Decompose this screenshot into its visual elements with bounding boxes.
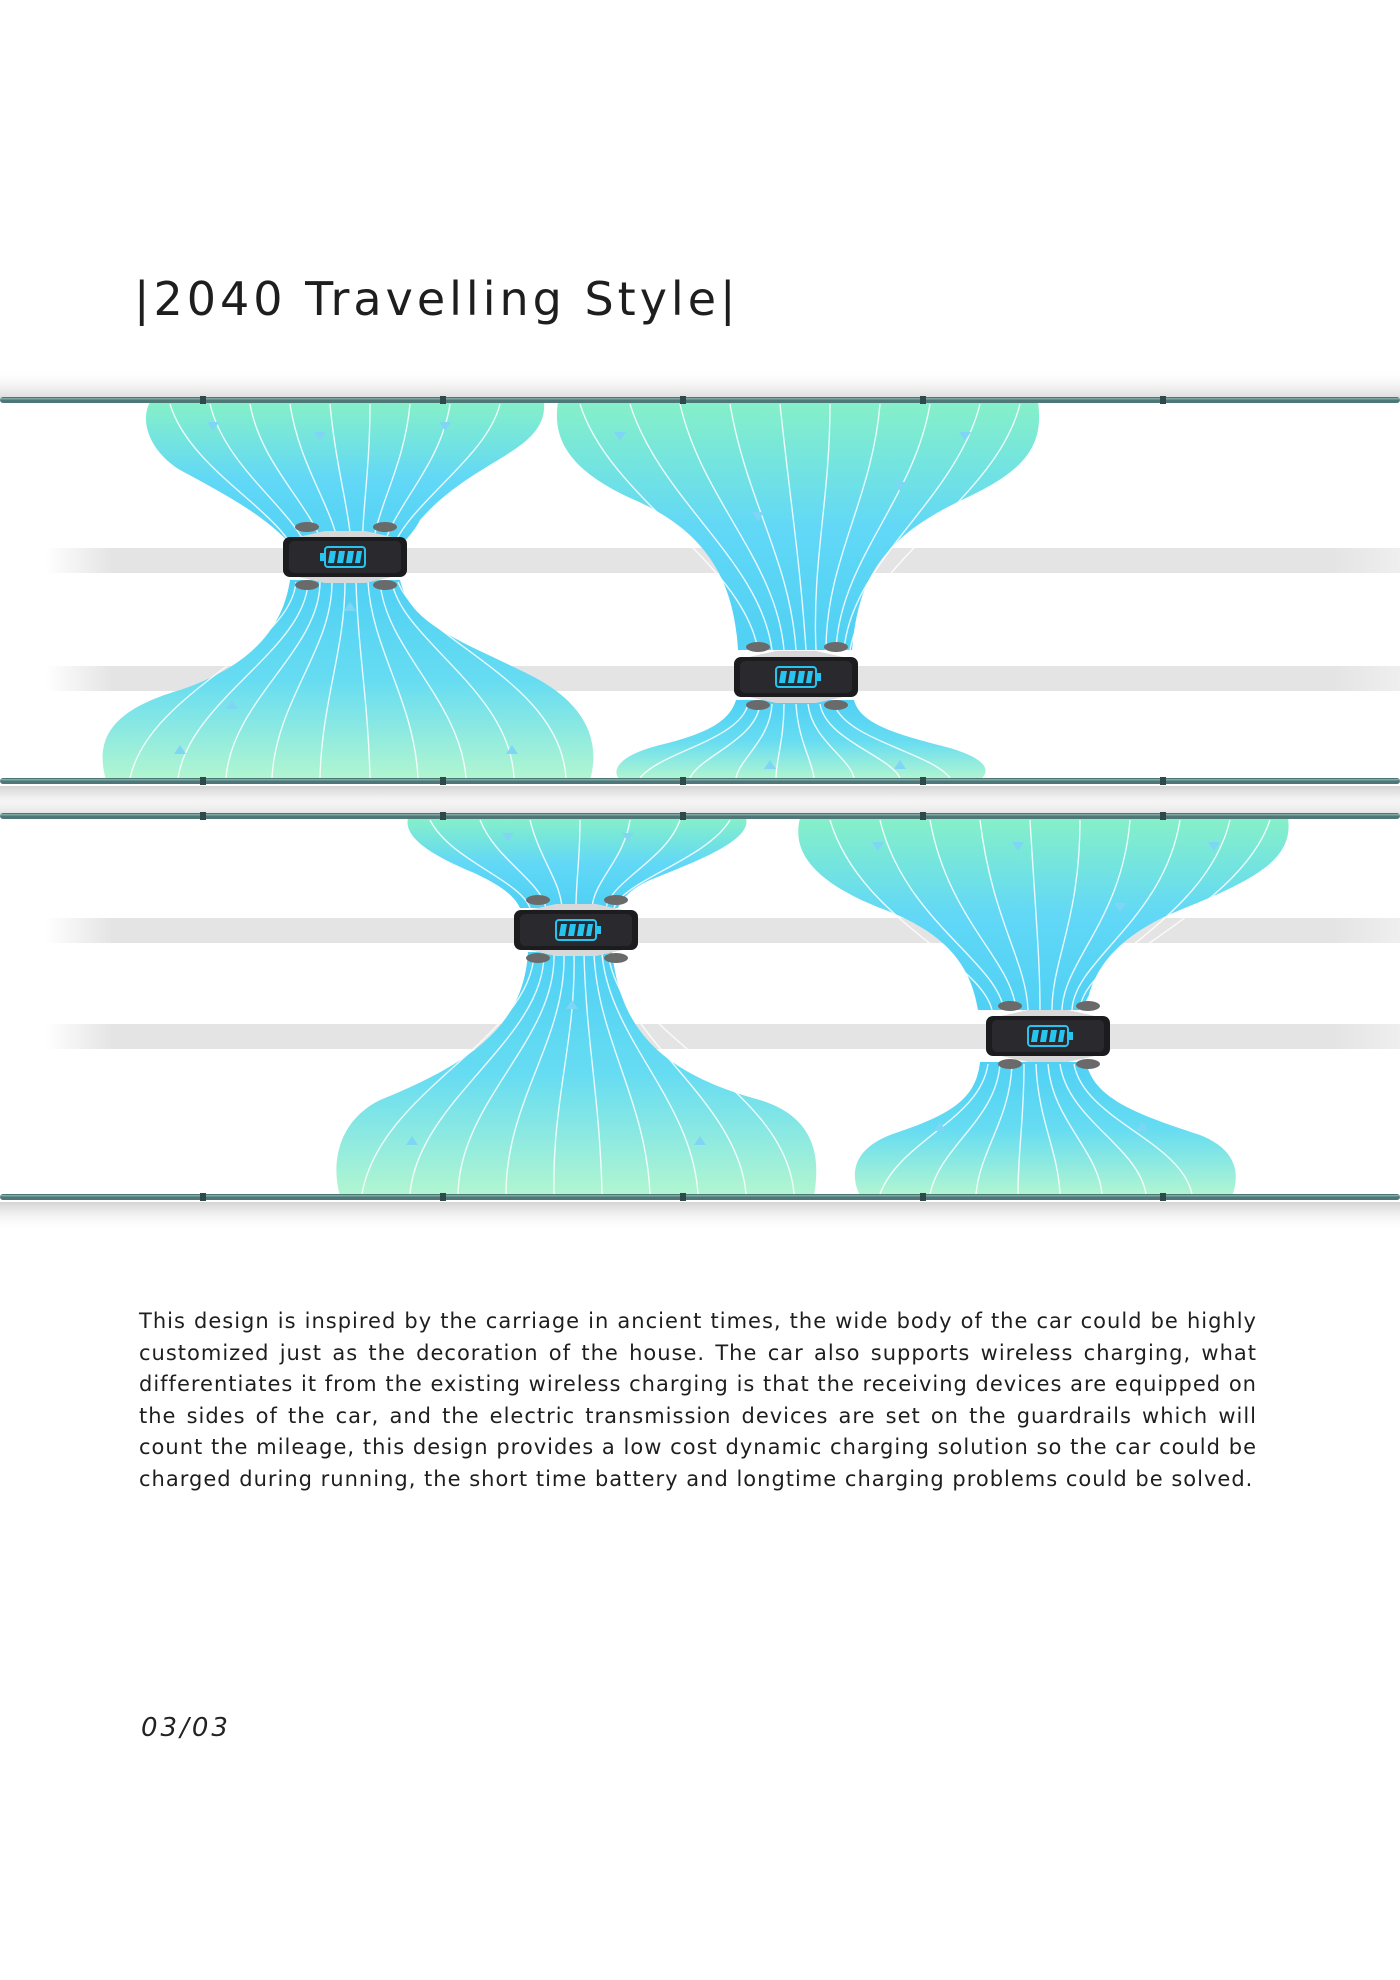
page-number: 03/03 — [141, 1713, 231, 1743]
charging-field — [557, 402, 1039, 780]
charging-road-illustration — [0, 360, 1400, 1240]
guardrail — [0, 777, 1400, 785]
charging-field — [103, 402, 594, 780]
design-description: This design is inspired by the carriage in ancient times, the wide body of the car could be highly customized just as the decoration of the house. The car also supports wireless charging, what differentiates it from the existing wireless charging is that the receiving devices are equipped on the sides of the car, and the electric transmission devices are set on the guardrails which will count the mileage, this design provides a low cost dynamic charging solution so the car could be charged during running, the short time battery and longtime charging problems could be solved. — [139, 1309, 1257, 1491]
lane-stripe — [45, 1024, 1400, 1049]
rail-shadow — [0, 368, 1400, 398]
guardrail — [0, 1193, 1400, 1201]
rail-shadow — [0, 1202, 1400, 1232]
car — [734, 642, 858, 710]
guardrail — [0, 396, 1400, 404]
lane-stripe — [45, 918, 1400, 943]
car — [986, 1001, 1110, 1069]
guardrail — [0, 812, 1400, 820]
charging-field — [798, 818, 1288, 1196]
rail-shadow — [0, 795, 1400, 815]
page-title: |2040 Travelling Style| — [134, 272, 740, 326]
